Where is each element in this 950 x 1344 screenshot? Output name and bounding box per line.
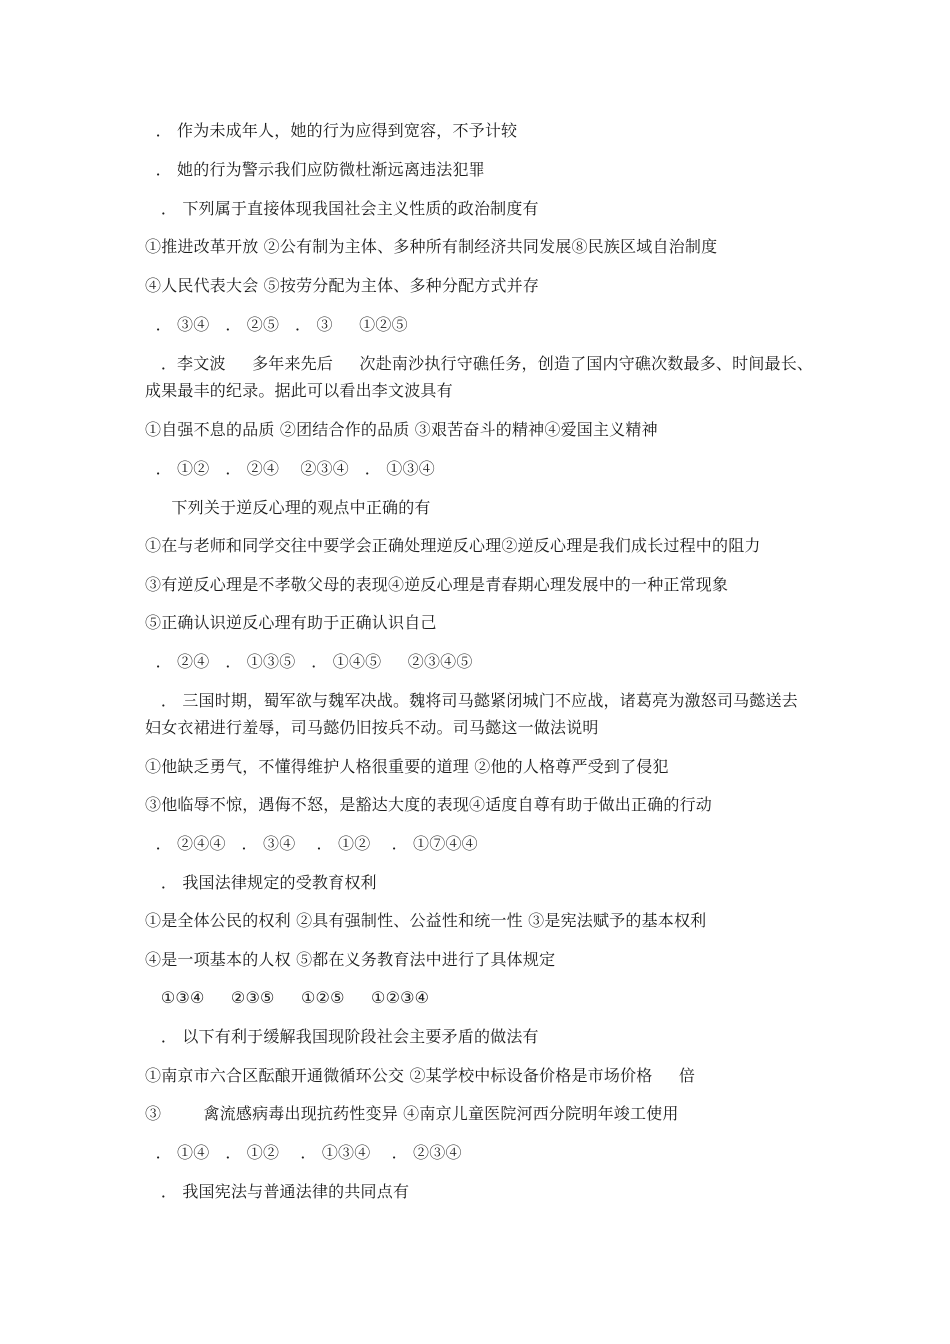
statement-line: ③有逆反心理是不孝敬父母的表现④逆反心理是青春期心理发展中的一种正常现象 — [145, 575, 729, 594]
answer-options-line: ． ③④ ． ②⑤ ． ③ ①②⑤ — [145, 315, 408, 334]
statement-line: ①推进改革开放 ②公有制为主体、多种所有制经济共同发展⑧民族区域自治制度 — [145, 237, 718, 256]
question-line: ．李文波 多年来先后 次赴南沙执行守礁任务，创造了国内守礁次数最多、时间最长、 — [145, 354, 814, 373]
statement-line: ④人民代表大会 ⑤按劳分配为主体、多种分配方式并存 — [145, 276, 540, 295]
option-line: ． 作为未成年人，她的行为应得到宽容，不予计较 — [145, 121, 518, 140]
answer-options-line: ． ①② ． ②④ ②③④ ． ①③④ — [145, 459, 435, 478]
statement-line: ①南京市六合区酝酿开通微循环公交 ②某学校中标设备价格是市场价格 倍 — [145, 1066, 696, 1085]
statement-line: ①是全体公民的权利 ②具有强制性、公益性和统一性 ③是宪法赋予的基本权利 — [145, 911, 707, 930]
statement-line: ①在与老师和同学交往中要学会正确处理逆反心理②逆反心理是我们成长过程中的阻力 — [145, 536, 761, 555]
statement-line: ①他缺乏勇气，不懂得维护人格很重要的道理 ②他的人格尊严受到了侵犯 — [145, 757, 669, 776]
answer-options-line: ． ②④ ． ①③⑤ ． ①④⑤ ②③④⑤ — [145, 652, 473, 671]
question-line: 下列关于逆反心理的观点中正确的有 — [145, 498, 431, 517]
question-line: ． 我国宪法与普通法律的共同点有 — [145, 1182, 410, 1201]
statement-line: ③他临辱不惊，遇侮不怒，是豁达大度的表现④适度自尊有助于做出正确的行动 — [145, 795, 713, 814]
option-line: ． 她的行为警示我们应防微杜渐远离违法犯罪 — [145, 160, 485, 179]
answer-options-line: ． ①④ ． ①② ． ①③④ ． ②③④ — [145, 1143, 462, 1162]
answer-options-line: ． ②④④ ． ③④ ． ①② ． ①⑦④④ — [145, 834, 478, 853]
statement-line: ④是一项基本的人权 ⑤都在义务教育法中进行了具体规定 — [145, 950, 556, 969]
statement-line: ③ 禽流感病毒出现抗药性变异 ④南京儿童医院河西分院明年竣工使用 — [145, 1104, 679, 1123]
answer-options-line: ①③④ ②③⑤ ①②⑤ ①②③④ — [145, 988, 430, 1007]
question-line: ． 下列属于直接体现我国社会主义性质的政治制度有 — [145, 199, 539, 218]
question-line: 妇女衣裙进行羞辱，司马懿仍旧按兵不动。司马懿这一做法说明 — [145, 718, 599, 737]
question-line: ． 以下有利于缓解我国现阶段社会主要矛盾的做法有 — [145, 1027, 539, 1046]
statement-line: ⑤正确认识逆反心理有助于正确认识自己 — [145, 613, 437, 632]
question-line: 成果最丰的纪录。据此可以看出李文波具有 — [145, 381, 453, 400]
question-line: ． 三国时期，蜀军欲与魏军决战。魏将司马懿紧闭城门不应战，诸葛亮为激怒司马懿送去 — [145, 691, 798, 710]
statement-line: ①自强不息的品质 ②团结合作的品质 ③艰苦奋斗的精神④爱国主义精神 — [145, 420, 658, 439]
question-line: ． 我国法律规定的受教育权利 — [145, 873, 377, 892]
